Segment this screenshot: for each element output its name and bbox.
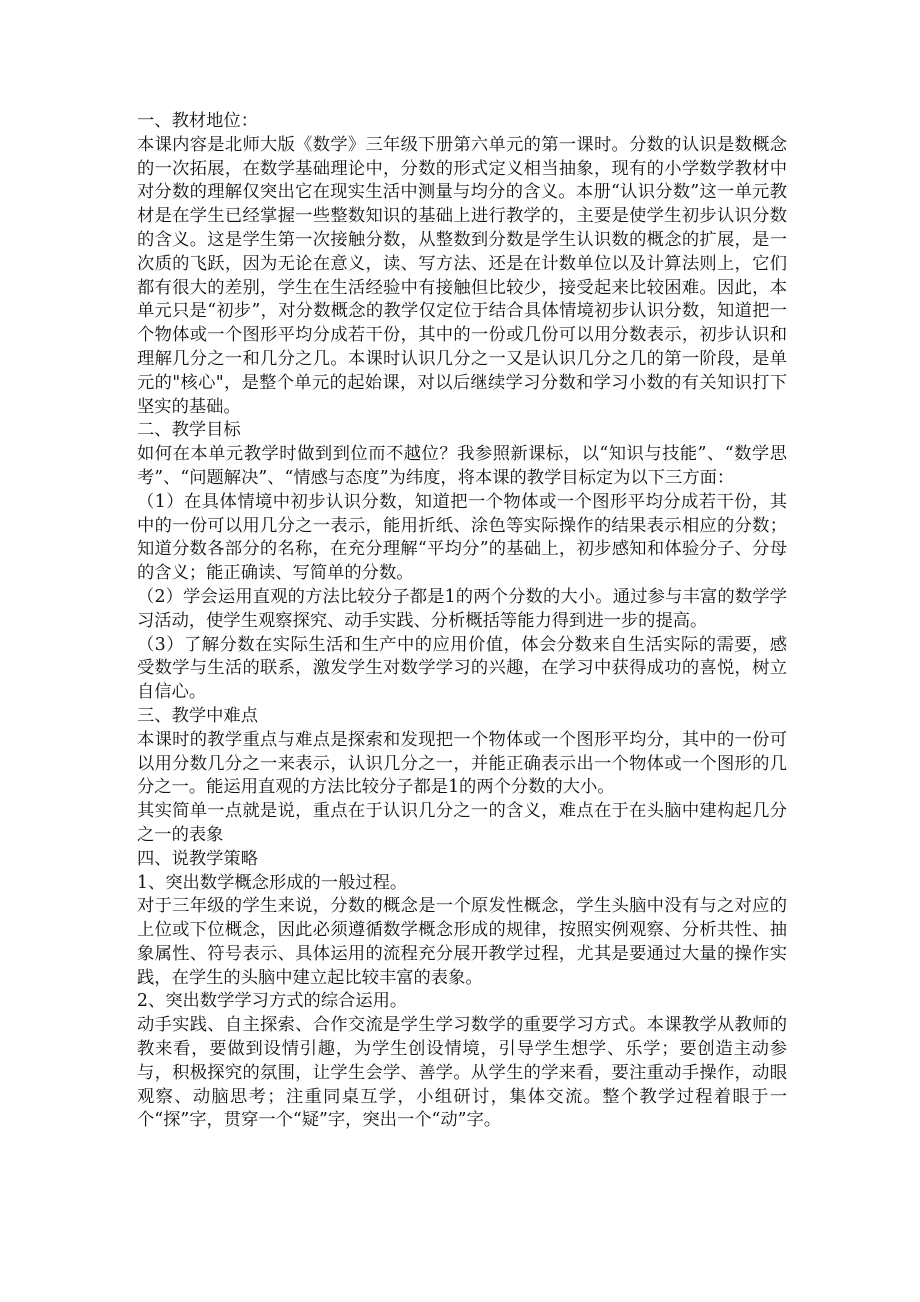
paragraph-strategy-2: 动手实践、自主探索、合作交流是学生学习数学的重要学习方式。本课教学从教师的教来看，要做到设情引趣，为学生创设情境，引导学生想学、乐学；要创造主动参与，积极探究的氛围，让学生会学、善学。从学生的学来看，要注重动手操作，动眼观察、动脑思考；注重同桌互学，小组研讨，集体交流。整个教学过程着眼于一个“探”字，贯穿一个“疑”字，突出一个“动”字。: [137, 1015, 787, 1131]
paragraph-textbook-position: 本课内容是北师大版《数学》三年级下册第六单元的第一课时。分数的认识是数概念的一次拓展，在数学基础理论中，分数的形式定义相当抽象，现有的小学数学教材中对分数的理解仅突出它在现实生活中测量与均分的含义。本册“认识分数”这一单元教材是在学生已经掌握一些整数知识的基础上进行教学的，主要是使学生初步认识分数的含义。这是学生第一次接触分数，从整数到分数是学生认识数的概念的扩展，是一次质的飞跃，因为无论在意义，读、写方法、还是在计数单位以及计算法则上，它们都有很大的差别，学生在生活经验中有接触但比较少，接受起来比较困难。因此，本单元只是“初步”，对分数概念的教学仅定位于结合具体情境初步认识分数，知道把一个物体或一个图形平均分成若干份，其中的一份或几份可以用分数表示，初步认识和理解几分之一和几分之几。本课时认识几分之一又是认识几分之几的第一阶段，是单元的"核心"，是整个单元的起始课，对以后继续学习分数和学习小数的有关知识打下坚实的基础。: [137, 134, 787, 417]
paragraph-goal-3: （3）了解分数在实际生活和生产中的应用价值，体会分数来自生活实际的需要，感受数学与生活的联系，激发学生对数学学习的兴趣，在学习中获得成功的喜悦，树立自信心。: [137, 634, 787, 703]
paragraph-strategy-1: 对于三年级的学生来说，分数的概念是一个原发性概念，学生头脑中没有与之对应的上位或下位概念，因此必须遵循数学概念形成的规律，按照实例观察、分析共性、抽象属性、符号表示、具体运用的流程充分展开教学过程，尤其是要通过大量的操作实践，在学生的头脑中建立起比较丰富的表象。: [137, 896, 787, 988]
document-body: [137, 110, 787, 1133]
section-heading-3: 三、教学中难点: [137, 705, 258, 726]
section-heading-1: 一、教材地位：: [137, 111, 258, 131]
paragraph-goal-2: （2）学会运用直观的方法比较分子都是1的两个分数的大小。通过参与丰富的数学学习活动，使学生观察探究、动手实践、分析概括等能力得到进一步的提高。: [137, 586, 787, 631]
subheading-strategy-2: 2、突出数学学习方式的综合运用。: [137, 991, 408, 1012]
section-heading-4: 四、说教学策略: [137, 848, 258, 869]
paragraph-goals-intro: 如何在本单元教学时做到到位而不越位？我参照新课标，以“知识与技能”、“数学思考”、“问题解决”、“情感与态度”为纬度，将本课的教学目标定为以下三方面：: [137, 444, 787, 488]
section-heading-2: 二、教学目标: [137, 420, 241, 441]
paragraph-goal-1: （1）在具体情境中初步认识分数，知道把一个物体或一个图形平均分成若干份，其中的一份可以用几分之一表示，能用折纸、涂色等实际操作的结果表示相应的分数；知道分数各部分的名称，在充分理解“平均分”的基础上，初步感知和体验分子、分母的含义；能正确读、写简单的分数。: [137, 491, 787, 584]
subheading-strategy-1: 1、突出数学概念形成的一般过程。: [137, 872, 408, 893]
paragraph-key-points: 本课时的教学重点与难点是探索和发现把一个物体或一个图形平均分，其中的一份可以用分数几分之一来表示，认识几分之一，并能正确表示出一个物体或一个图形的几分之一。能运用直观的方法比较分子都是1的两个分数的大小。: [137, 729, 787, 798]
paragraph-key-points-summary: 其实简单一点就是说，重点在于认识几分之一的含义，难点在于在头脑中建构起几分之一的表象: [137, 801, 787, 845]
